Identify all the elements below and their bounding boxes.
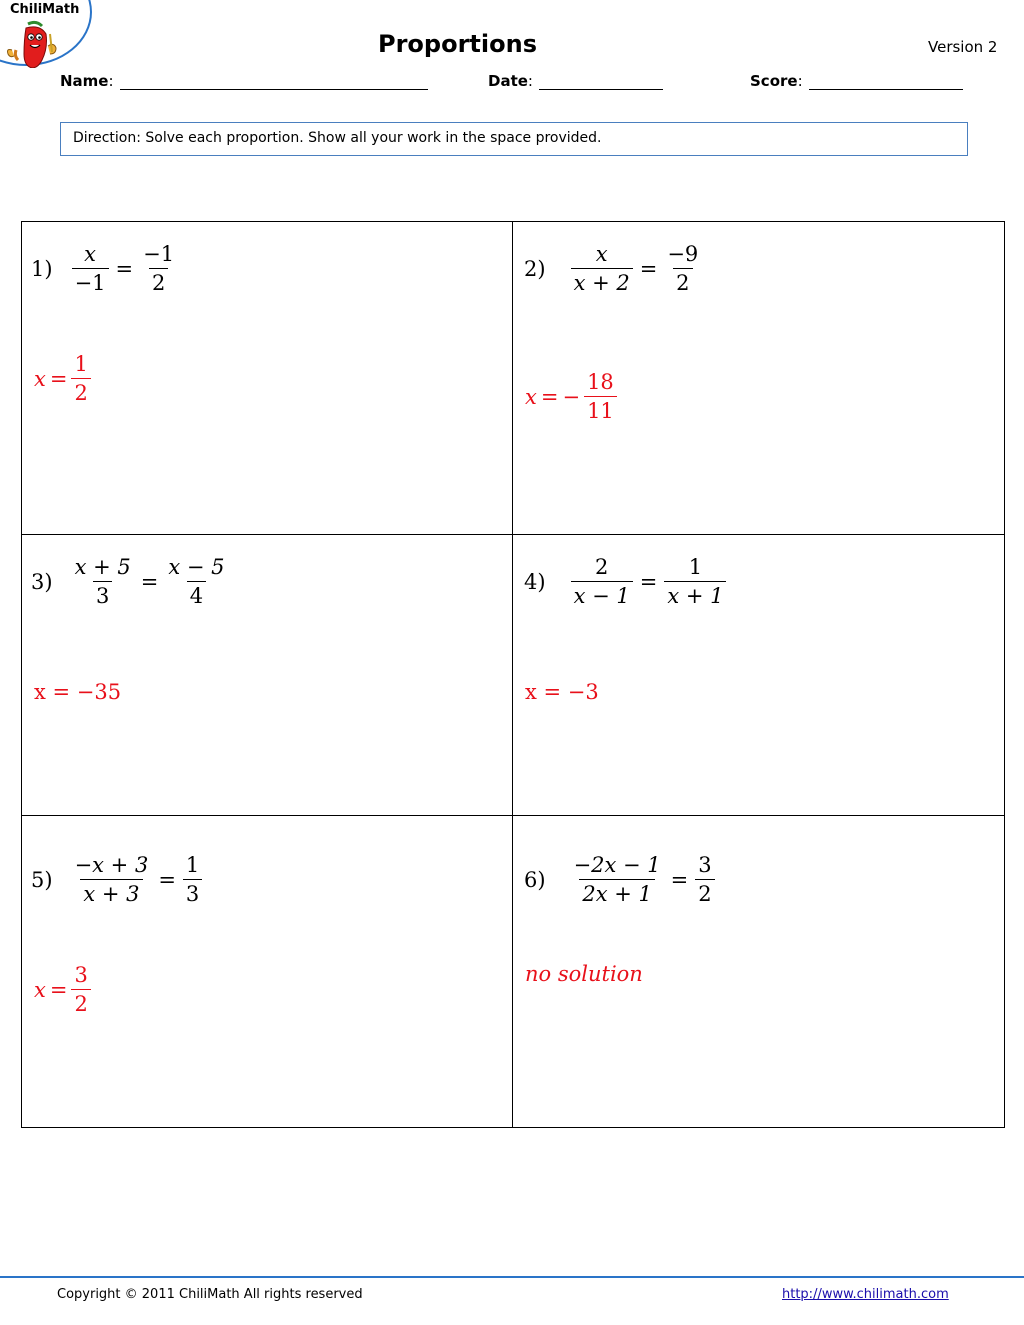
left-fraction: $\frac{-2x - 1}{2x + 1}$ <box>573 853 661 906</box>
left-fraction: $\frac{2}{x - 1}$ <box>571 553 633 610</box>
answer-6: no solution <box>525 962 643 986</box>
answer-2: x = − $\frac{18}{11}$ <box>525 368 617 425</box>
right-fraction: $\frac{x - 5}{4}$ <box>168 555 225 608</box>
problem-number: 1) <box>31 256 53 281</box>
problem-number: 5) <box>31 867 53 892</box>
logo-text: ChiliMath <box>10 2 80 17</box>
chili-pepper-mascot-icon <box>4 20 62 68</box>
right-fraction: $\frac{3}{2}$ <box>695 851 714 908</box>
score-field[interactable] <box>809 89 963 90</box>
grid-divider <box>21 534 1005 535</box>
right-fraction: $\frac{-1}{2}$ <box>143 242 175 295</box>
answer-3: x = −35 <box>34 680 122 704</box>
name-label: Name: <box>60 72 114 90</box>
right-fraction: $\frac{1}{x + 1}$ <box>664 553 726 610</box>
answer-5: x = $\frac{3}{2}$ <box>34 961 91 1018</box>
left-fraction: $\frac{-x + 3}{x + 3}$ <box>74 853 149 906</box>
problem-number: 3) <box>31 569 53 594</box>
score-label: Score: <box>750 72 803 90</box>
left-fraction: $\frac{x + 5}{3}$ <box>74 555 131 608</box>
page-title: Proportions <box>378 30 537 58</box>
problem-3: 3) $\frac{x + 5}{3}$ = $\frac{x - 5}{4}$ <box>31 553 227 610</box>
problem-2: 2) $\frac{x}{x + 2}$ = $\frac{-9}{2}$ <box>524 240 701 297</box>
problem-number: 6) <box>524 867 546 892</box>
date-field[interactable] <box>539 89 663 90</box>
footer-rule <box>0 1276 1024 1278</box>
grid-divider <box>512 221 513 1128</box>
direction-box: Direction: Solve each proportion. Show all your work in the space provided. <box>60 122 968 156</box>
website-link[interactable]: http://www.chilimath.com <box>782 1287 949 1302</box>
version-label: Version 2 <box>928 38 998 56</box>
problem-grid <box>21 221 1005 1128</box>
copyright-text: Copyright © 2011 ChiliMath All rights reserved <box>57 1287 363 1302</box>
answer-4: x = −3 <box>525 680 599 704</box>
problem-4: 4) $\frac{2}{x - 1}$ = $\frac{1}{x + 1}$ <box>524 553 726 610</box>
grid-divider <box>21 815 1005 816</box>
problem-5: 5) $\frac{-x + 3}{x + 3}$ = $\frac{1}{3}$ <box>31 851 202 908</box>
problem-6: 6) $\frac{-2x - 1}{2x + 1}$ = $\frac{3}{2}$ <box>524 851 715 908</box>
date-label: Date: <box>488 72 533 90</box>
left-fraction: $\frac{x}{x + 2}$ <box>571 240 633 297</box>
name-field[interactable] <box>120 89 428 90</box>
right-fraction: $\frac{-9}{2}$ <box>667 242 699 295</box>
right-fraction: $\frac{1}{3}$ <box>183 851 202 908</box>
problem-number: 2) <box>524 256 546 281</box>
left-fraction: $\frac{x}{-1}$ <box>72 240 109 297</box>
problem-number: 4) <box>524 569 546 594</box>
answer-1: x = $\frac{1}{2}$ <box>34 350 91 407</box>
problem-1: 1) $\frac{x}{-1}$ = $\frac{-1}{2}$ <box>31 240 177 297</box>
